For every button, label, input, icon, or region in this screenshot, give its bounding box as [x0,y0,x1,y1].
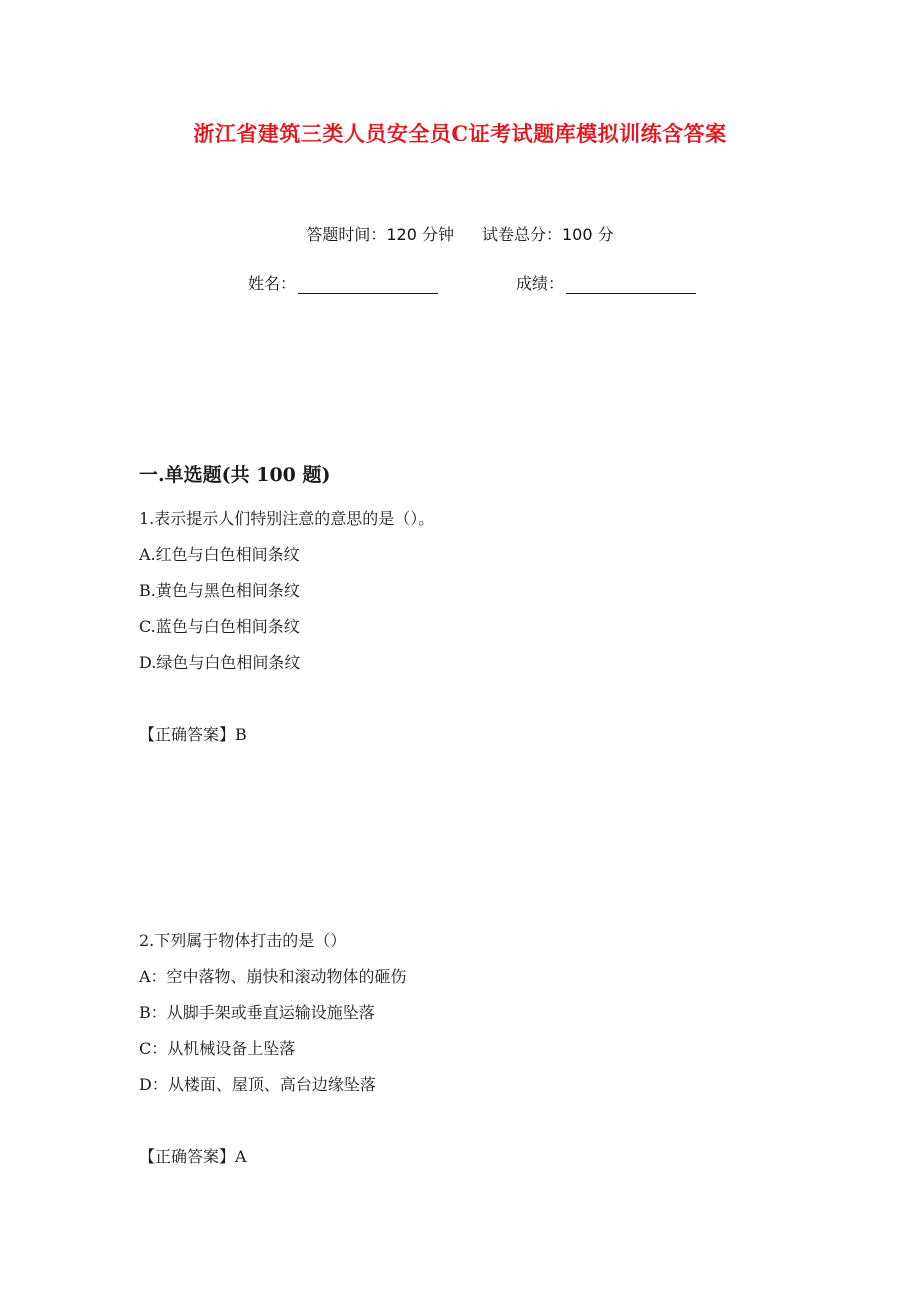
name-label: 姓名： [248,274,297,293]
correct-answer [139,722,247,745]
question-option: C：从机械设备上坠落 [139,1039,296,1058]
question-option: B：从脚手架或垂直运输设施坠落 [139,1003,375,1022]
correct-answer-label: 【正确答案】 [139,725,236,744]
page-title: 浙江省建筑三类人员安全员C证考试题库模拟训练含答案 [193,121,727,146]
question-option: C.蓝色与白色相间条纹 [139,617,300,636]
exam-info [0,222,920,245]
name-field [248,271,438,294]
grade-blank [566,276,696,294]
name-blank [298,276,438,294]
grade-field [516,271,696,294]
question-option: D.绿色与白色相间条纹 [139,653,301,672]
exam-total-score: 试卷总分：100 分 [482,225,614,244]
question-option: A：空中落物、崩快和滚动物体的砸伤 [139,967,407,986]
grade-label: 成绩： [516,274,565,293]
correct-answer-label: 【正确答案】 [139,1147,236,1166]
question-option: B.黄色与黑色相间条纹 [139,581,300,600]
exam-time: 答题时间：120 分钟 [306,225,454,244]
question-option: A.红色与白色相间条纹 [139,545,300,564]
correct-answer-value: B [235,725,247,744]
question-option: D：从楼面、屋顶、高台边缘坠落 [139,1075,376,1094]
correct-answer-value: A [235,1147,247,1166]
question-stem: 2.下列属于物体打击的是（） [139,931,347,950]
section-heading: 一.单选题(共 100 题) [139,464,331,486]
question-stem: 1.表示提示人们特别注意的意思的是（）。 [139,509,435,528]
correct-answer [139,1144,247,1167]
